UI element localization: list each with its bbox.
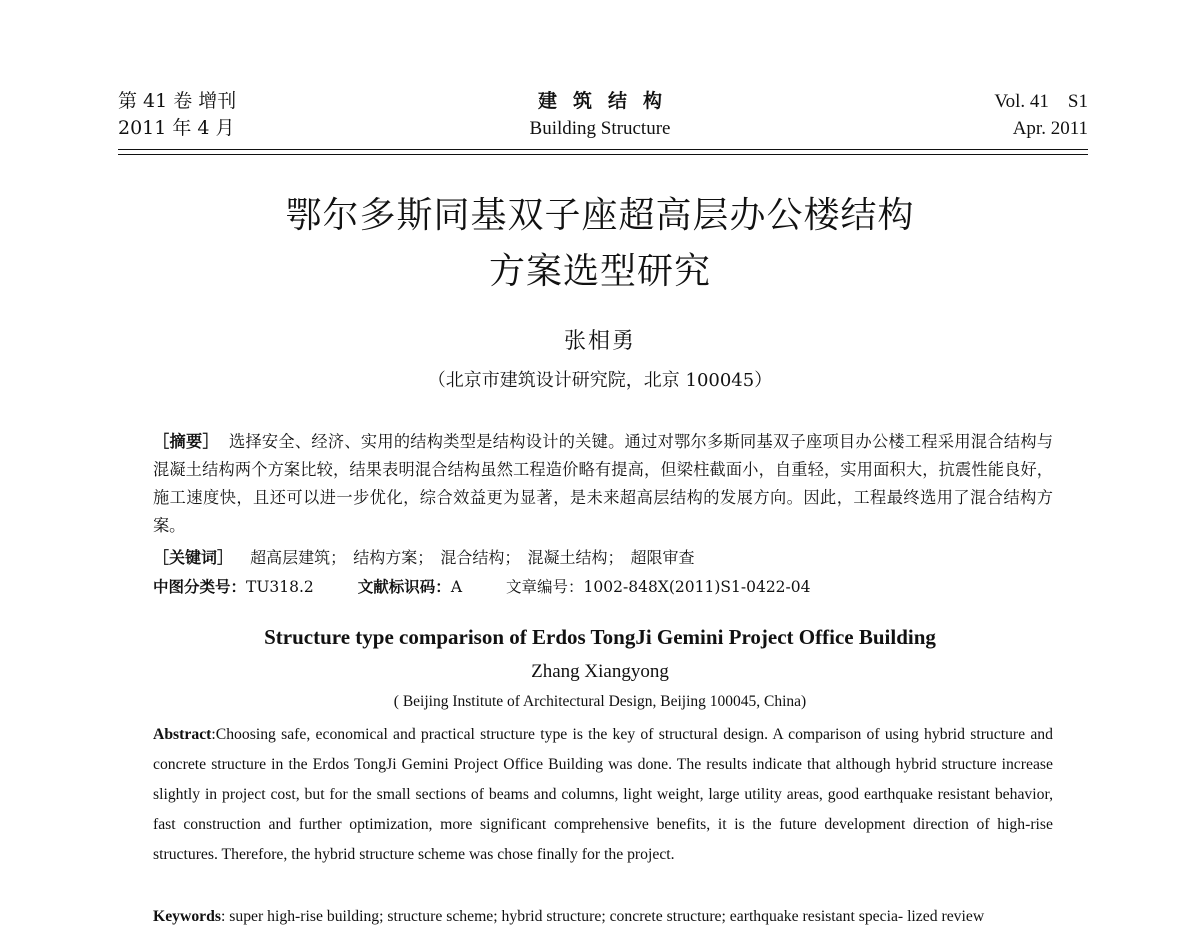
running-header-left <box>118 88 236 142</box>
running-header-right <box>994 88 1088 142</box>
doc-code-value: A <box>450 578 463 596</box>
article-no-label: 文章编号： <box>506 578 584 596</box>
volume-issue-en: Vol. 41 S1 <box>994 91 1088 112</box>
keyword-zh-1: 超高层建筑； <box>250 548 347 567</box>
volume-issue-zh: 第 41 卷 增刊 <box>118 90 237 112</box>
title-zh-line1: 鄂尔多斯同基双子座超高层办公楼结构 <box>285 195 915 236</box>
abstract-zh-text: 选择安全、经济、实用的结构类型是结构设计的关键。通过对鄂尔多斯同基双子座项目办公楼工程采用混合结构与混凝土结构两个方案比较，结果表明混合结构虽然工程造价略有提高，但梁柱截面小，自重轻，实用面积大，抗震性能良好，施工速度快，且还可以进一步优化，综合效益更为显著，是未来超高层结构的发展方向。因此，工程最终选用了混合结构方案。 <box>153 432 1054 535</box>
abstract-zh <box>153 428 1053 540</box>
doc-code-label: 文献标识码： <box>357 577 451 596</box>
abstract-en-label: Abstract <box>153 726 212 743</box>
article-no-value: 1002-848X(2011)S1-0422-04 <box>583 578 811 596</box>
keyword-zh-5: 超限审查 <box>630 548 695 567</box>
abstract-en <box>153 720 1053 870</box>
clc-label: 中图分类号： <box>153 577 247 596</box>
journal-name-zh: 建筑结构 <box>537 90 678 112</box>
affiliation-en: ( Beijing Institute of Architectural Design, Beijing 100045, China) <box>393 693 807 710</box>
date-en: Apr. 2011 <box>1012 118 1088 139</box>
header-rule-thick <box>118 149 1088 150</box>
classification-zh <box>153 575 1053 599</box>
keyword-zh-3: 混合结构； <box>440 548 521 567</box>
keyword-zh-2: 结构方案； <box>353 548 434 567</box>
paper-title-zh <box>150 188 1050 300</box>
keywords-en-label: Keywords <box>153 908 221 925</box>
keywords-zh <box>153 546 1053 570</box>
author-en: Zhang Xiangyong <box>531 661 669 682</box>
keywords-en-text: : super high-rise building; structure scheme; hybrid structure; concrete structure; earthquake resistant specia- lized review <box>220 908 985 925</box>
author-zh: 张相勇 <box>563 329 636 354</box>
keyword-zh-4: 混凝土结构； <box>527 548 624 567</box>
header-rule-thin <box>118 154 1088 155</box>
journal-name-en: Building Structure <box>529 118 671 139</box>
running-header-center <box>440 88 760 142</box>
date-zh: 2011 年 4 月 <box>118 117 235 139</box>
keywords-en <box>153 902 1053 932</box>
keywords-zh-label: ［关键词］ <box>153 548 234 567</box>
abstract-en-text: :Choosing safe, economical and practical structure type is the key of structural design. A comparison of using hybrid structure and concrete structure in the Erdos TongJi Gemini Project Office Building was done. The results indicate that although hybrid structure increase slightly in project cost, but for the small sections of beams and columns, light weight, large utility areas, good earthquake resistant behavior, fast construction and further optimization, more significant comprehensive benefits, it is the future development direction of high-rise structures. Therefore, the hybrid structure scheme was chose finally for the project. <box>153 726 1053 863</box>
paper-title-en: Structure type comparison of Erdos TongJi Gemini Project Office Building <box>264 625 936 649</box>
affiliation-zh: （北京市建筑设计研究院，北京 100045） <box>427 370 773 391</box>
abstract-zh-label: ［摘要］ <box>153 432 219 451</box>
title-zh-line2: 方案选型研究 <box>488 251 711 292</box>
clc-value: TU318.2 <box>246 578 314 596</box>
